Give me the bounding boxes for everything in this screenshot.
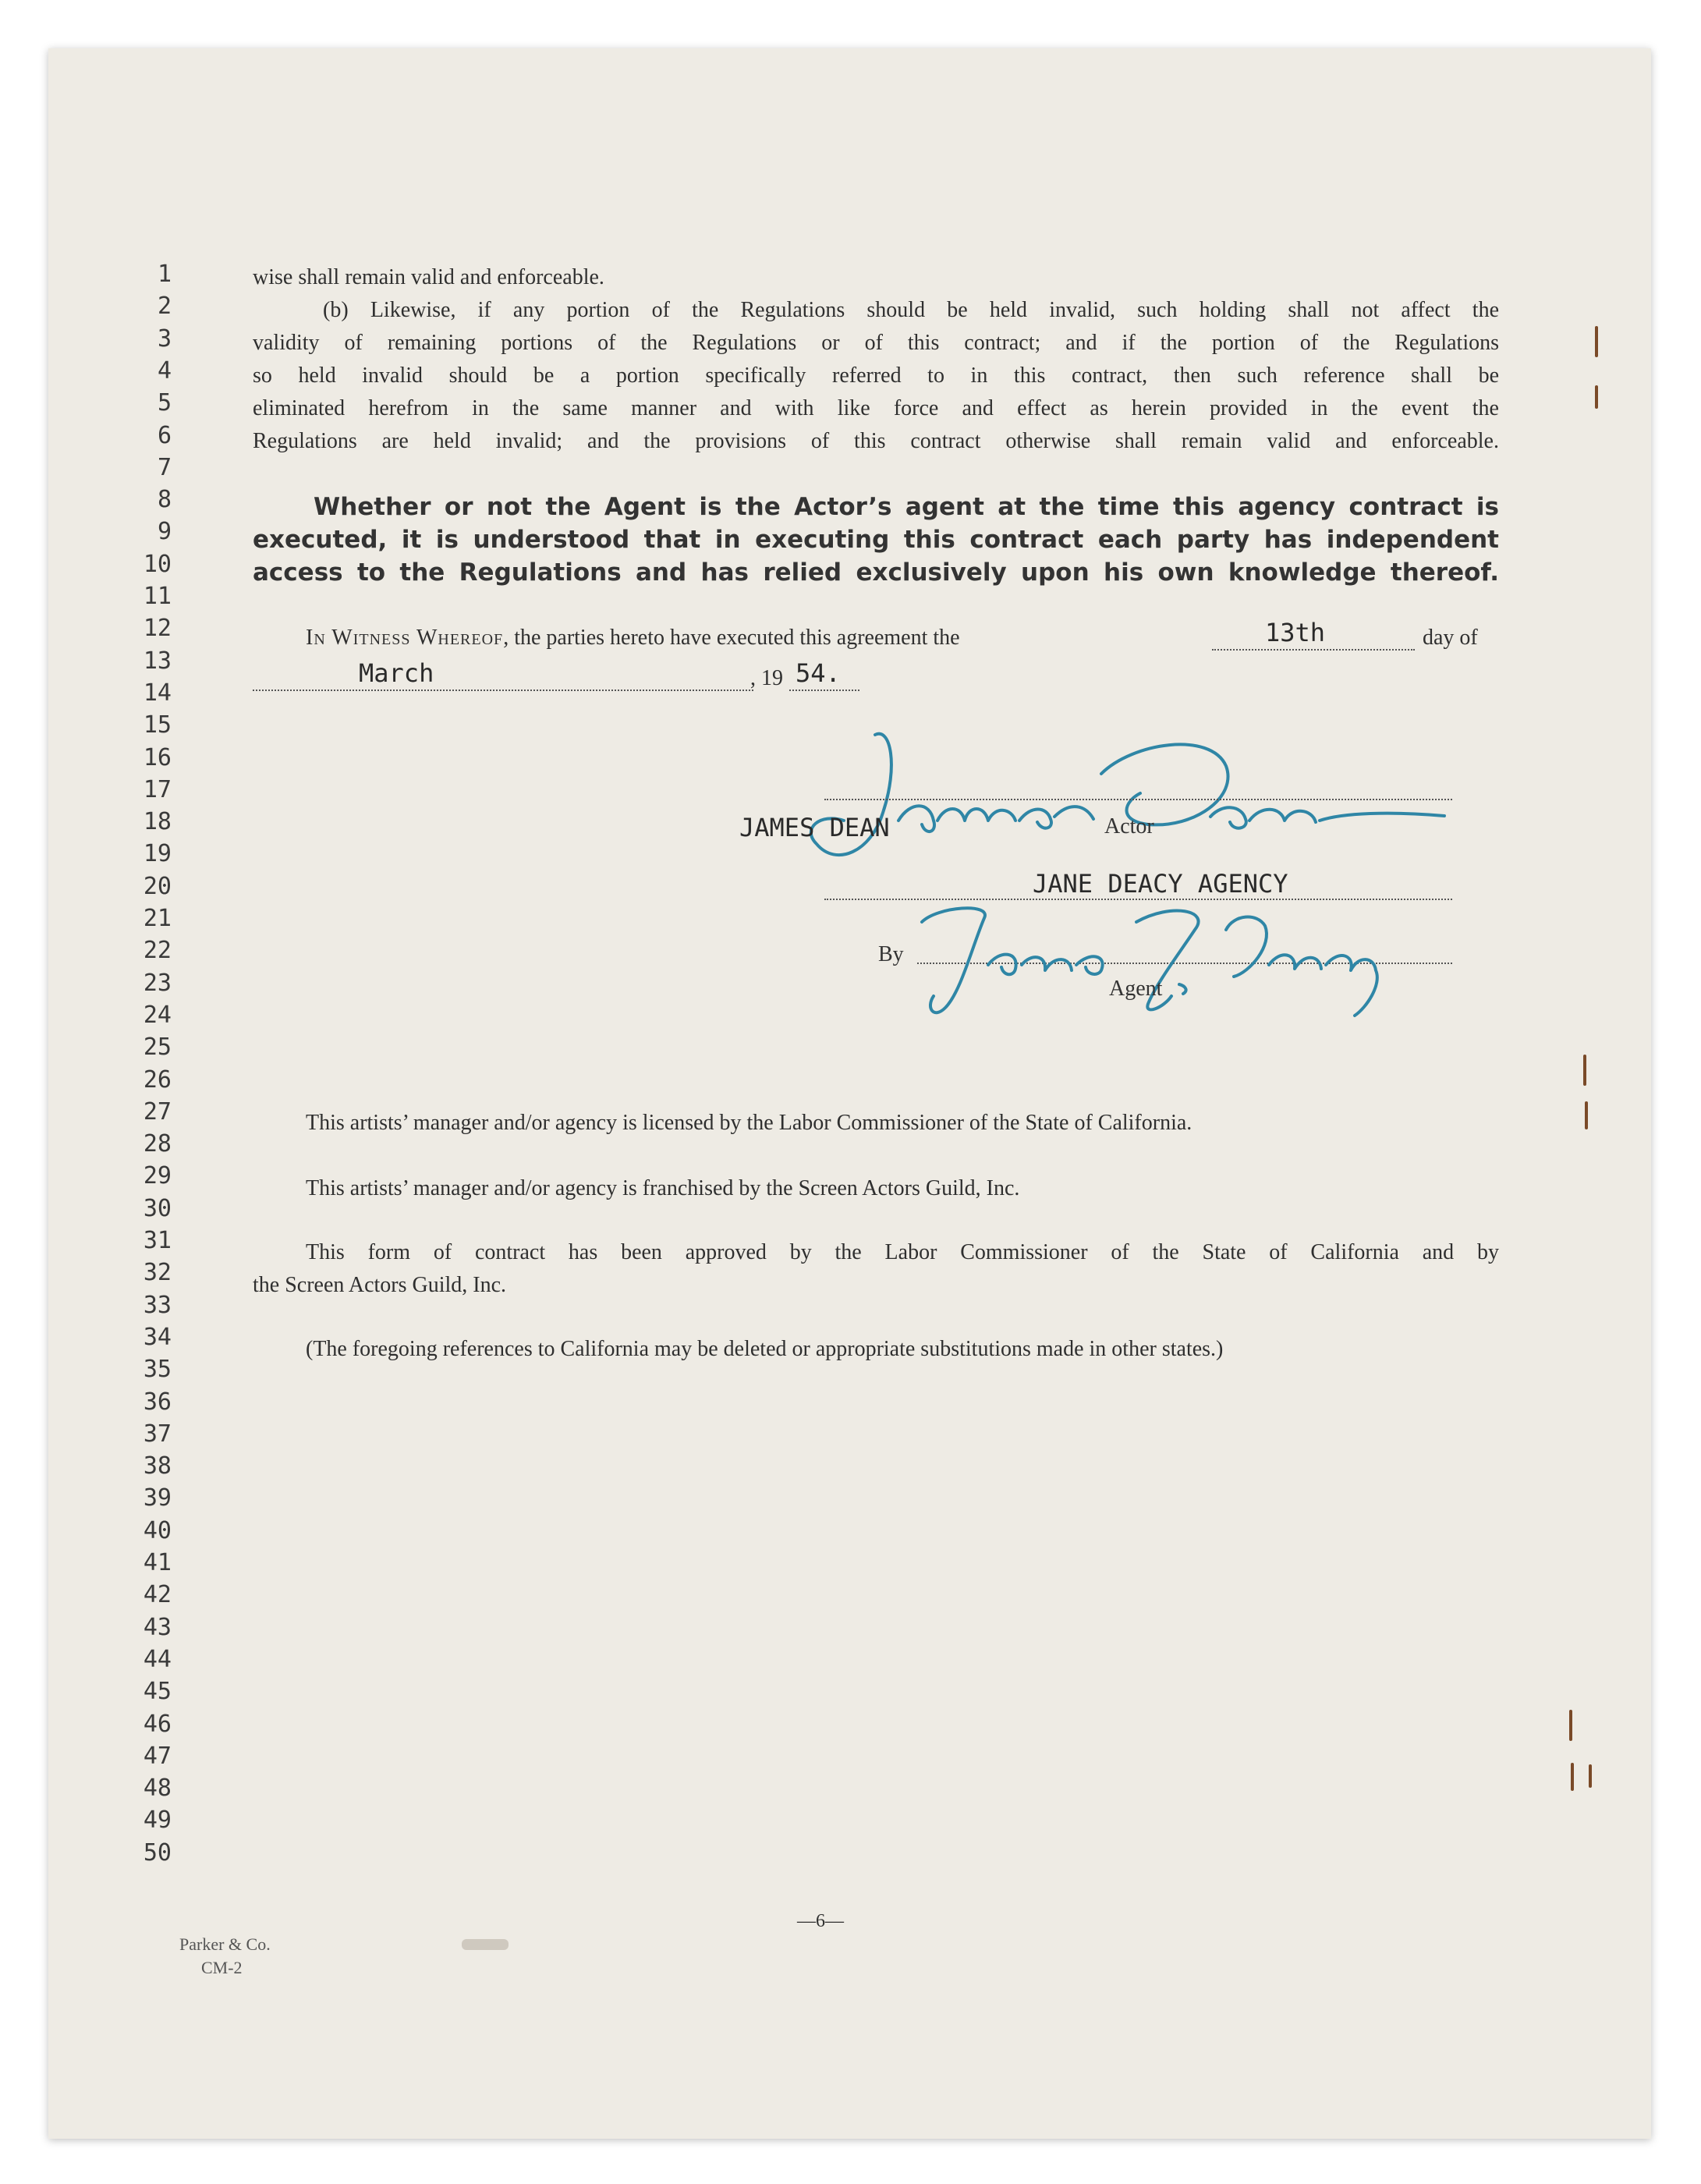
actor-name: JAMES DEAN bbox=[739, 813, 890, 842]
staple-mark bbox=[1569, 1710, 1572, 1741]
line-number: 4 bbox=[157, 356, 172, 385]
witness-lead: In Witness Whereof bbox=[306, 626, 504, 650]
printer-name: Parker & Co. bbox=[179, 1934, 271, 1954]
line-number: 41 bbox=[143, 1549, 172, 1576]
line-number: 38 bbox=[143, 1452, 172, 1480]
year-line bbox=[789, 690, 859, 691]
line-number: 17 bbox=[143, 775, 172, 803]
line-number: 22 bbox=[143, 937, 172, 965]
line-number: 21 bbox=[143, 905, 172, 932]
union-label-mark bbox=[462, 1939, 509, 1950]
line-number: 46 bbox=[143, 1710, 172, 1738]
line-number: 40 bbox=[143, 1516, 172, 1544]
agent-signature bbox=[914, 899, 1398, 1023]
notice-franchised: This artists’ manager and/or agency is franchised by the Screen Actors Guild, Inc. bbox=[306, 1176, 1020, 1200]
year-value: 54. bbox=[796, 658, 841, 688]
text-line-6: Regulations are held invalid; and the provisions of this contract otherwise shall remain valid and enforceable. bbox=[253, 429, 1499, 453]
line-number: 28 bbox=[143, 1130, 172, 1158]
line-number: 16 bbox=[143, 743, 172, 771]
line-number: 31 bbox=[143, 1227, 172, 1254]
line-number: 19 bbox=[143, 840, 172, 868]
line-number: 12 bbox=[143, 615, 172, 643]
staple-mark bbox=[1571, 1763, 1574, 1791]
line-number: 32 bbox=[143, 1259, 172, 1287]
staple-mark bbox=[1583, 1055, 1586, 1086]
text-line-4: so held invalid should be a portion specifically referred to in this contract, then such reference shall be bbox=[253, 363, 1499, 388]
line-number: 7 bbox=[157, 453, 172, 481]
line-number: 34 bbox=[143, 1323, 172, 1351]
actor-signature-line bbox=[824, 799, 1452, 800]
line-number: 20 bbox=[143, 872, 172, 900]
staple-mark bbox=[1585, 1101, 1588, 1129]
line-number: 27 bbox=[143, 1097, 172, 1126]
line-number: 3 bbox=[157, 324, 172, 353]
line-number: 5 bbox=[157, 389, 172, 417]
bold-line-3: access to the Regulations and has relied exclusively upon his own knowledge thereof. bbox=[253, 558, 1499, 587]
notice-licensed: This artists’ manager and/or agency is licensed by the Labor Commissioner of the State of California. bbox=[306, 1111, 1192, 1135]
line-number: 15 bbox=[143, 711, 172, 739]
day-of-label: day of bbox=[1423, 626, 1478, 650]
witness-clause bbox=[306, 626, 960, 651]
line-number: 13 bbox=[143, 647, 172, 675]
contract-page bbox=[48, 48, 1651, 2139]
day-line bbox=[1212, 649, 1415, 651]
form-code: CM-2 bbox=[201, 1958, 243, 1977]
staple-mark bbox=[1589, 1764, 1592, 1788]
line-number: 37 bbox=[143, 1420, 172, 1448]
staple-mark bbox=[1595, 326, 1598, 357]
bold-line-2: executed, it is understood that in executing this contract each party has independent bbox=[253, 526, 1499, 554]
line-number: 50 bbox=[143, 1838, 172, 1867]
agent-label: Agent bbox=[1109, 977, 1163, 1001]
line-number: 8 bbox=[157, 486, 172, 514]
line-number: 47 bbox=[143, 1742, 172, 1770]
line-number: 43 bbox=[143, 1613, 172, 1641]
line-number: 30 bbox=[143, 1194, 172, 1222]
line-number: 44 bbox=[143, 1645, 172, 1673]
notice-approved-line-1: This form of contract has been approved by the Labor Commissioner of the State of California and by bbox=[306, 1240, 1499, 1264]
line-number: 2 bbox=[157, 292, 172, 321]
page-number: —6— bbox=[797, 1911, 844, 1931]
witness-text: , the parties hereto have executed this agreement the bbox=[503, 626, 960, 650]
bold-line-1: Whether or not the Agent is the Actor’s agent at the time this agency contract is bbox=[314, 493, 1499, 521]
staple-mark bbox=[1595, 385, 1598, 409]
line-number: 42 bbox=[143, 1581, 172, 1609]
text-line-5: eliminated herefrom in the same manner and with like force and effect as herein provided in the event the bbox=[253, 396, 1499, 420]
notice-substitutions: (The foregoing references to California may be deleted or appropriate substitutions made in other states.) bbox=[306, 1337, 1224, 1361]
text-line-2: (b) Likewise, if any portion of the Regulations should be held invalid, such holding shall not affect the bbox=[323, 298, 1499, 322]
agency-name: JANE DEACY AGENCY bbox=[1033, 869, 1288, 899]
line-number: 23 bbox=[143, 969, 172, 997]
line-number: 14 bbox=[143, 679, 172, 707]
line-number: 10 bbox=[143, 550, 172, 578]
line-number: 29 bbox=[143, 1162, 172, 1190]
by-label: By bbox=[878, 942, 904, 966]
line-number: 9 bbox=[157, 518, 172, 546]
line-number: 24 bbox=[143, 1001, 172, 1029]
line-number: 36 bbox=[143, 1388, 172, 1416]
year-prefix: , 19 bbox=[750, 666, 783, 690]
line-number: 26 bbox=[143, 1065, 172, 1094]
line-number: 48 bbox=[143, 1774, 172, 1803]
month-value: March bbox=[359, 658, 434, 688]
line-number: 6 bbox=[157, 421, 172, 449]
line-number: 49 bbox=[143, 1806, 172, 1835]
day-value: 13th bbox=[1265, 618, 1326, 647]
line-number: 33 bbox=[143, 1291, 172, 1319]
month-line bbox=[253, 690, 753, 691]
text-line-3: validity of remaining portions of the Regulations or of this contract; and if the portion of the Regulations bbox=[253, 331, 1499, 355]
line-number: 18 bbox=[143, 808, 172, 836]
text-line-1: wise shall remain valid and enforceable. bbox=[253, 265, 604, 289]
line-number: 45 bbox=[143, 1678, 172, 1706]
line-number: 11 bbox=[143, 583, 172, 610]
line-number: 39 bbox=[143, 1484, 172, 1512]
line-number: 1 bbox=[157, 261, 172, 288]
actor-label: Actor bbox=[1104, 814, 1154, 838]
line-number: 35 bbox=[143, 1356, 172, 1384]
line-number: 25 bbox=[143, 1034, 172, 1062]
notice-approved-line-2: the Screen Actors Guild, Inc. bbox=[253, 1273, 507, 1297]
